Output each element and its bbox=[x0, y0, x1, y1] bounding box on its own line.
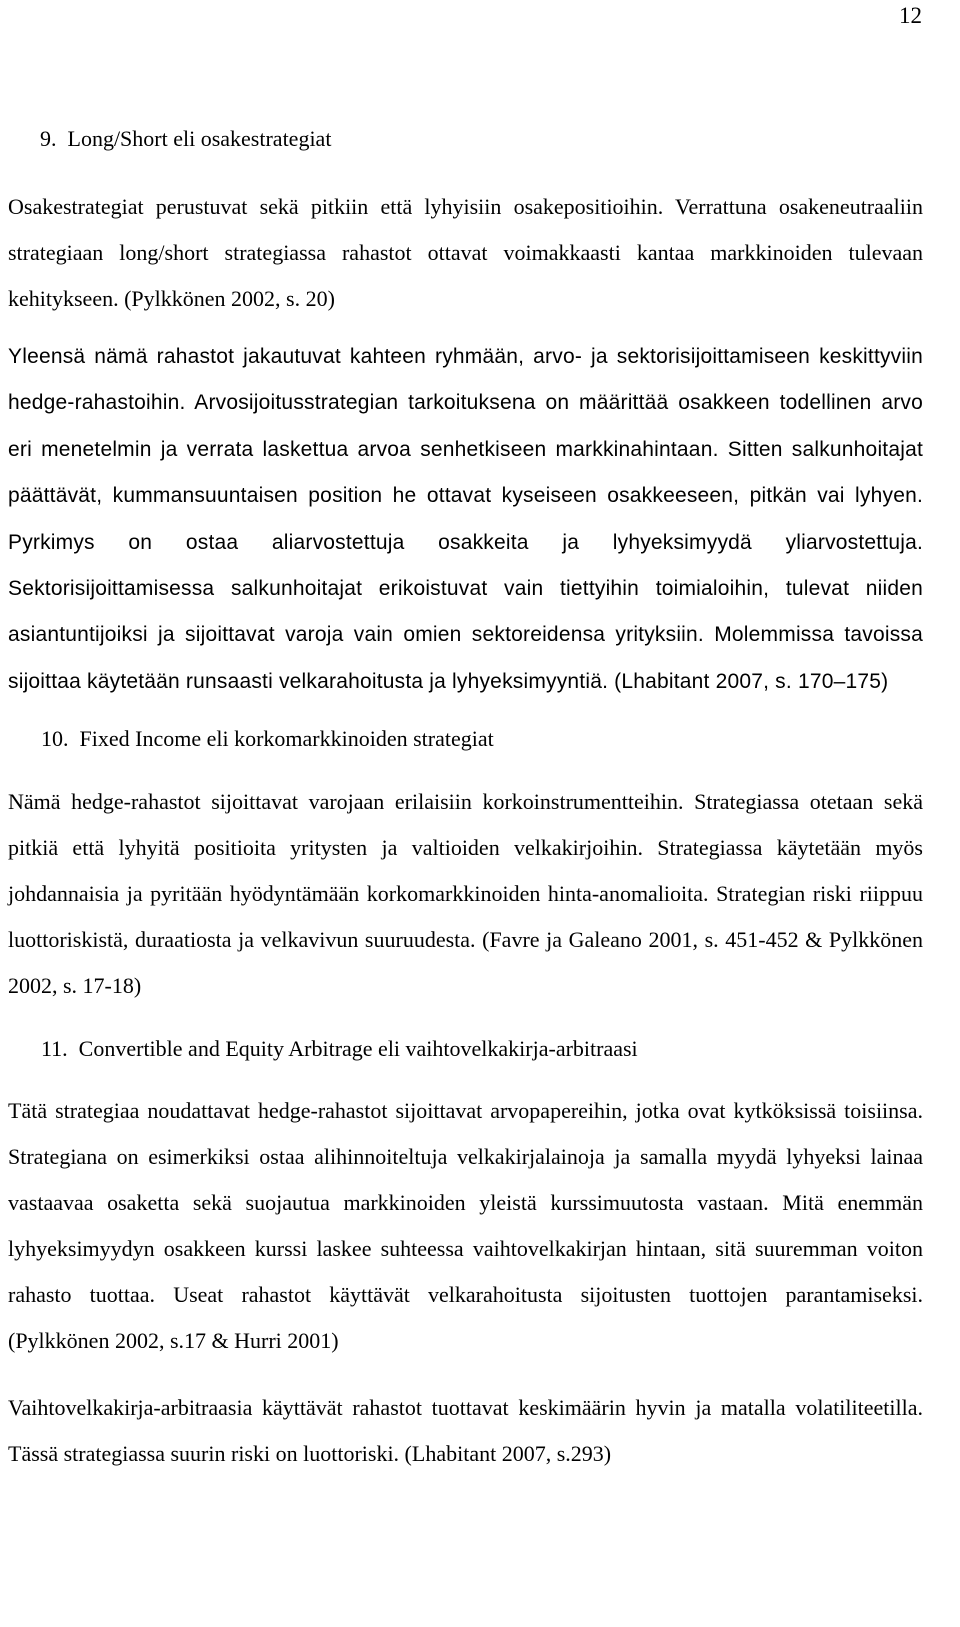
section-9-paragraph-1: Osakestrategiat perustuvat sekä pitkiin että lyhyisiin osakepositioihin. Verrattuna osakeneutraaliin strategiaan long/short strategiassa rahastot ottavat voimakkaasti kantaa markkinoiden tulevaan kehitykseen. (Pylkkönen 2002, s. 20) bbox=[8, 194, 923, 311]
section-11-paragraph-2: Vaihtovelkakirja-arbitraasia käyttävät rahastot tuottavat keskimäärin hyvin ja matalla volatiliteetilla. Tässä strategiassa suurin riski on luottoriski. (Lhabitant 2007, s.293) bbox=[8, 1395, 923, 1467]
page-number: 12 bbox=[899, 3, 922, 28]
section-11-heading: 11. Convertible and Equity Arbitrage eli vaihtovelkakirja-arbitraasi bbox=[41, 1036, 638, 1062]
section-10-paragraph-1: Nämä hedge-rahastot sijoittavat varojaan erilaisiin korkoinstrumentteihin. Strategiassa otetaan sekä pitkiä että lyhyitä positioita yritysten ja valtioiden velkakirjoihin. Strategiassa käytetään myös johdannaisia ja pyritään hyödyntämään korkomarkkinoiden hinta-anomalioita. Strategian riski riippuu luottoriskistä, duraatiosta ja velkavivun suuruudesta. (Favre ja Galeano 2001, s. 451-452 & Pylkkönen 2002, s. 17-18) bbox=[8, 789, 923, 999]
section-10-heading: 10. Fixed Income eli korkomarkkinoiden strategiat bbox=[41, 726, 494, 752]
section-9-heading: 9. Long/Short eli osakestrategiat bbox=[40, 126, 332, 151]
section-9-paragraph-2: Yleensä nämä rahastot jakautuvat kahteen ryhmään, arvo- ja sektorisijoittamiseen keskittyviin hedge-rahastoihin. Arvosijoitusstrategian tarkoituksena on määrittää osakkeen todellinen arvo eri menetelmin ja verrata laskettua arvoa senhetkiseen markkinahintaan. Sitten salkunhoitajat päättävät, kummansuuntaisen position he ottavat kyseiseen osakkeeseen, pitkän vai lyhyen. Pyrkimys on ostaa aliarvostettuja osakkeita ja lyhyeksimyydä yliarvostettuja. Sektorisijoittamisessa salkunhoitajat erikoistuvat vain tiettyihin toimialoihin, tulevat niiden asiantuntijoiksi ja sijoittavat varoja vain omien sektoreidensa yrityksiin. Molemmissa tavoissa sijoittaa käytetään runsaasti velkarahoitusta ja lyhyeksimyyntiä. (Lhabitant 2007, s. 170–175) bbox=[8, 345, 923, 693]
section-11-paragraph-1: Tätä strategiaa noudattavat hedge-rahastot sijoittavat arvopapereihin, jotka ovat kytköksissä toisiinsa. Strategiana on esimerkiksi ostaa alihinnoiteltuja velkakirjalainoja ja samalla myydä lyhyeksi lainaa vastaavaa osaketta sekä suojautua markkinoiden yleistä kurssimuutosta vastaan. Mitä enemmän lyhyeksimyydyn osakkeen kurssi laskee suhteessa vaihtovelkakirjan hintaan, sitä suuremman voiton rahasto tuottaa. Useat rahastot käyttävät velkarahoitusta sijoitusten tuottojen parantamiseksi. (Pylkkönen 2002, s.17 & Hurri 2001) bbox=[8, 1098, 923, 1354]
document-body bbox=[8, 125, 923, 1477]
